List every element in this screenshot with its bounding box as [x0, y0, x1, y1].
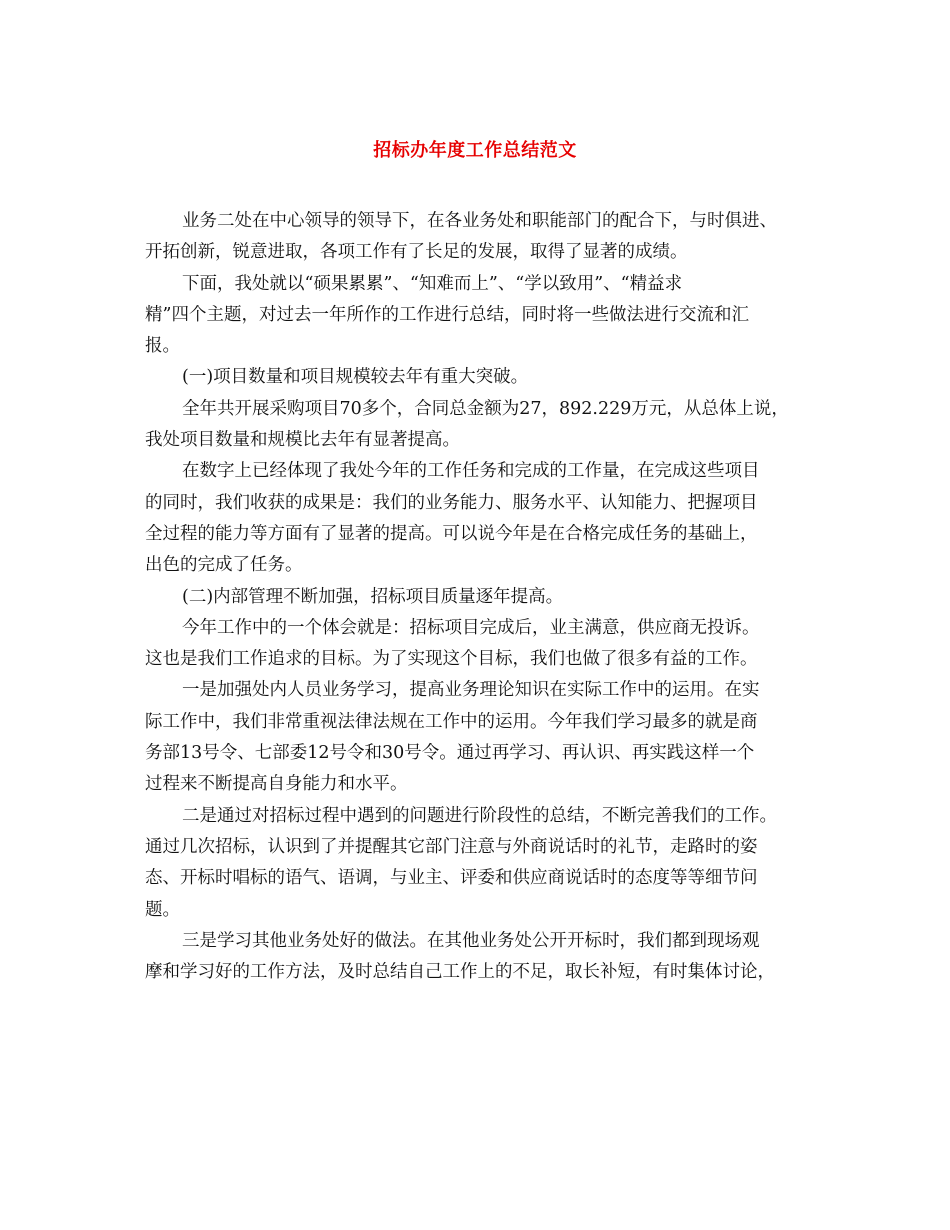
- text-line: 全过程的能力等方面有了显著的提高。可以说今年是在合格完成任务的基础上，: [145, 523, 758, 544]
- text-line: 精”四个主题，对过去一年所作的工作进行总结，同时将一些做法进行交流和汇: [145, 304, 749, 325]
- section-heading: (二)内部管理不断加强，招标项目质量逐年提高。: [182, 586, 564, 607]
- text-line: 的同时，我们收获的成果是：我们的业务能力、服务水平、认知能力、把握项目: [145, 492, 758, 513]
- text-line: 这也是我们工作追求的目标。为了实现这个目标，我们也做了很多有益的工作。: [145, 649, 758, 670]
- text-line: 题。: [145, 899, 180, 920]
- text-line: 今年工作中的一个体会就是：招标项目完成后，业主满意，供应商无投诉。: [182, 617, 760, 638]
- text-line: 摩和学习好的工作方法，及时总结自己工作上的不足，取长补短，有时集体讨论，: [145, 962, 775, 983]
- text-line: 出色的完成了任务。: [145, 555, 303, 576]
- text-line: 通过几次招标，认识到了并提醒其它部门注意与外商说话时的礼节，走路时的姿: [145, 836, 758, 857]
- text-line: 在数字上已经体现了我处今年的工作任务和完成的工作量，在完成这些项目: [182, 461, 760, 482]
- text-line: 下面，我处就以“硕果累累”、“知难而上”、“学以致用”、“精益求: [182, 273, 683, 294]
- text-line: 态、开标时唱标的语气、语调，与业主、评委和供应商说话时的态度等等细节问: [145, 868, 758, 889]
- text-line: 过程来不断提高自身能力和水平。: [145, 774, 408, 795]
- document-body: [145, 206, 813, 988]
- text-line: 报。: [145, 336, 180, 357]
- text-line: 业务二处在中心领导的领导下，在各业务处和职能部门的配合下，与时俱进、: [182, 211, 777, 231]
- section-heading: (一)项目数量和项目规模较去年有重大突破。: [182, 367, 529, 388]
- text-line: 我处项目数量和规模比去年有显著提高。: [145, 430, 460, 451]
- text-line: 二是通过对招标过程中遇到的问题进行阶段性的总结，不断完善我们的工作。: [182, 805, 777, 826]
- document-title: 招标办年度工作总结范文: [373, 140, 577, 161]
- text-line: 开拓创新，锐意进取，各项工作有了长足的发展，取得了显著的成绩。: [145, 242, 688, 263]
- text-line: 际工作中，我们非常重视法律法规在工作中的运用。今年我们学习最多的就是商: [145, 711, 758, 732]
- text-line: 全年共开展采购项目70多个，合同总金额为27，892.229万元，从总体上说，: [182, 398, 789, 419]
- text-line: 三是学习其他业务处好的做法。在其他业务处公开开标时，我们都到现场观: [182, 930, 760, 951]
- text-line: 务部13号令、七部委12号令和30号令。通过再学习、再认识、再实践这样一个: [145, 743, 755, 764]
- text-line: 一是加强处内人员业务学习，提高业务理论知识在实际工作中的运用。在实: [182, 680, 760, 701]
